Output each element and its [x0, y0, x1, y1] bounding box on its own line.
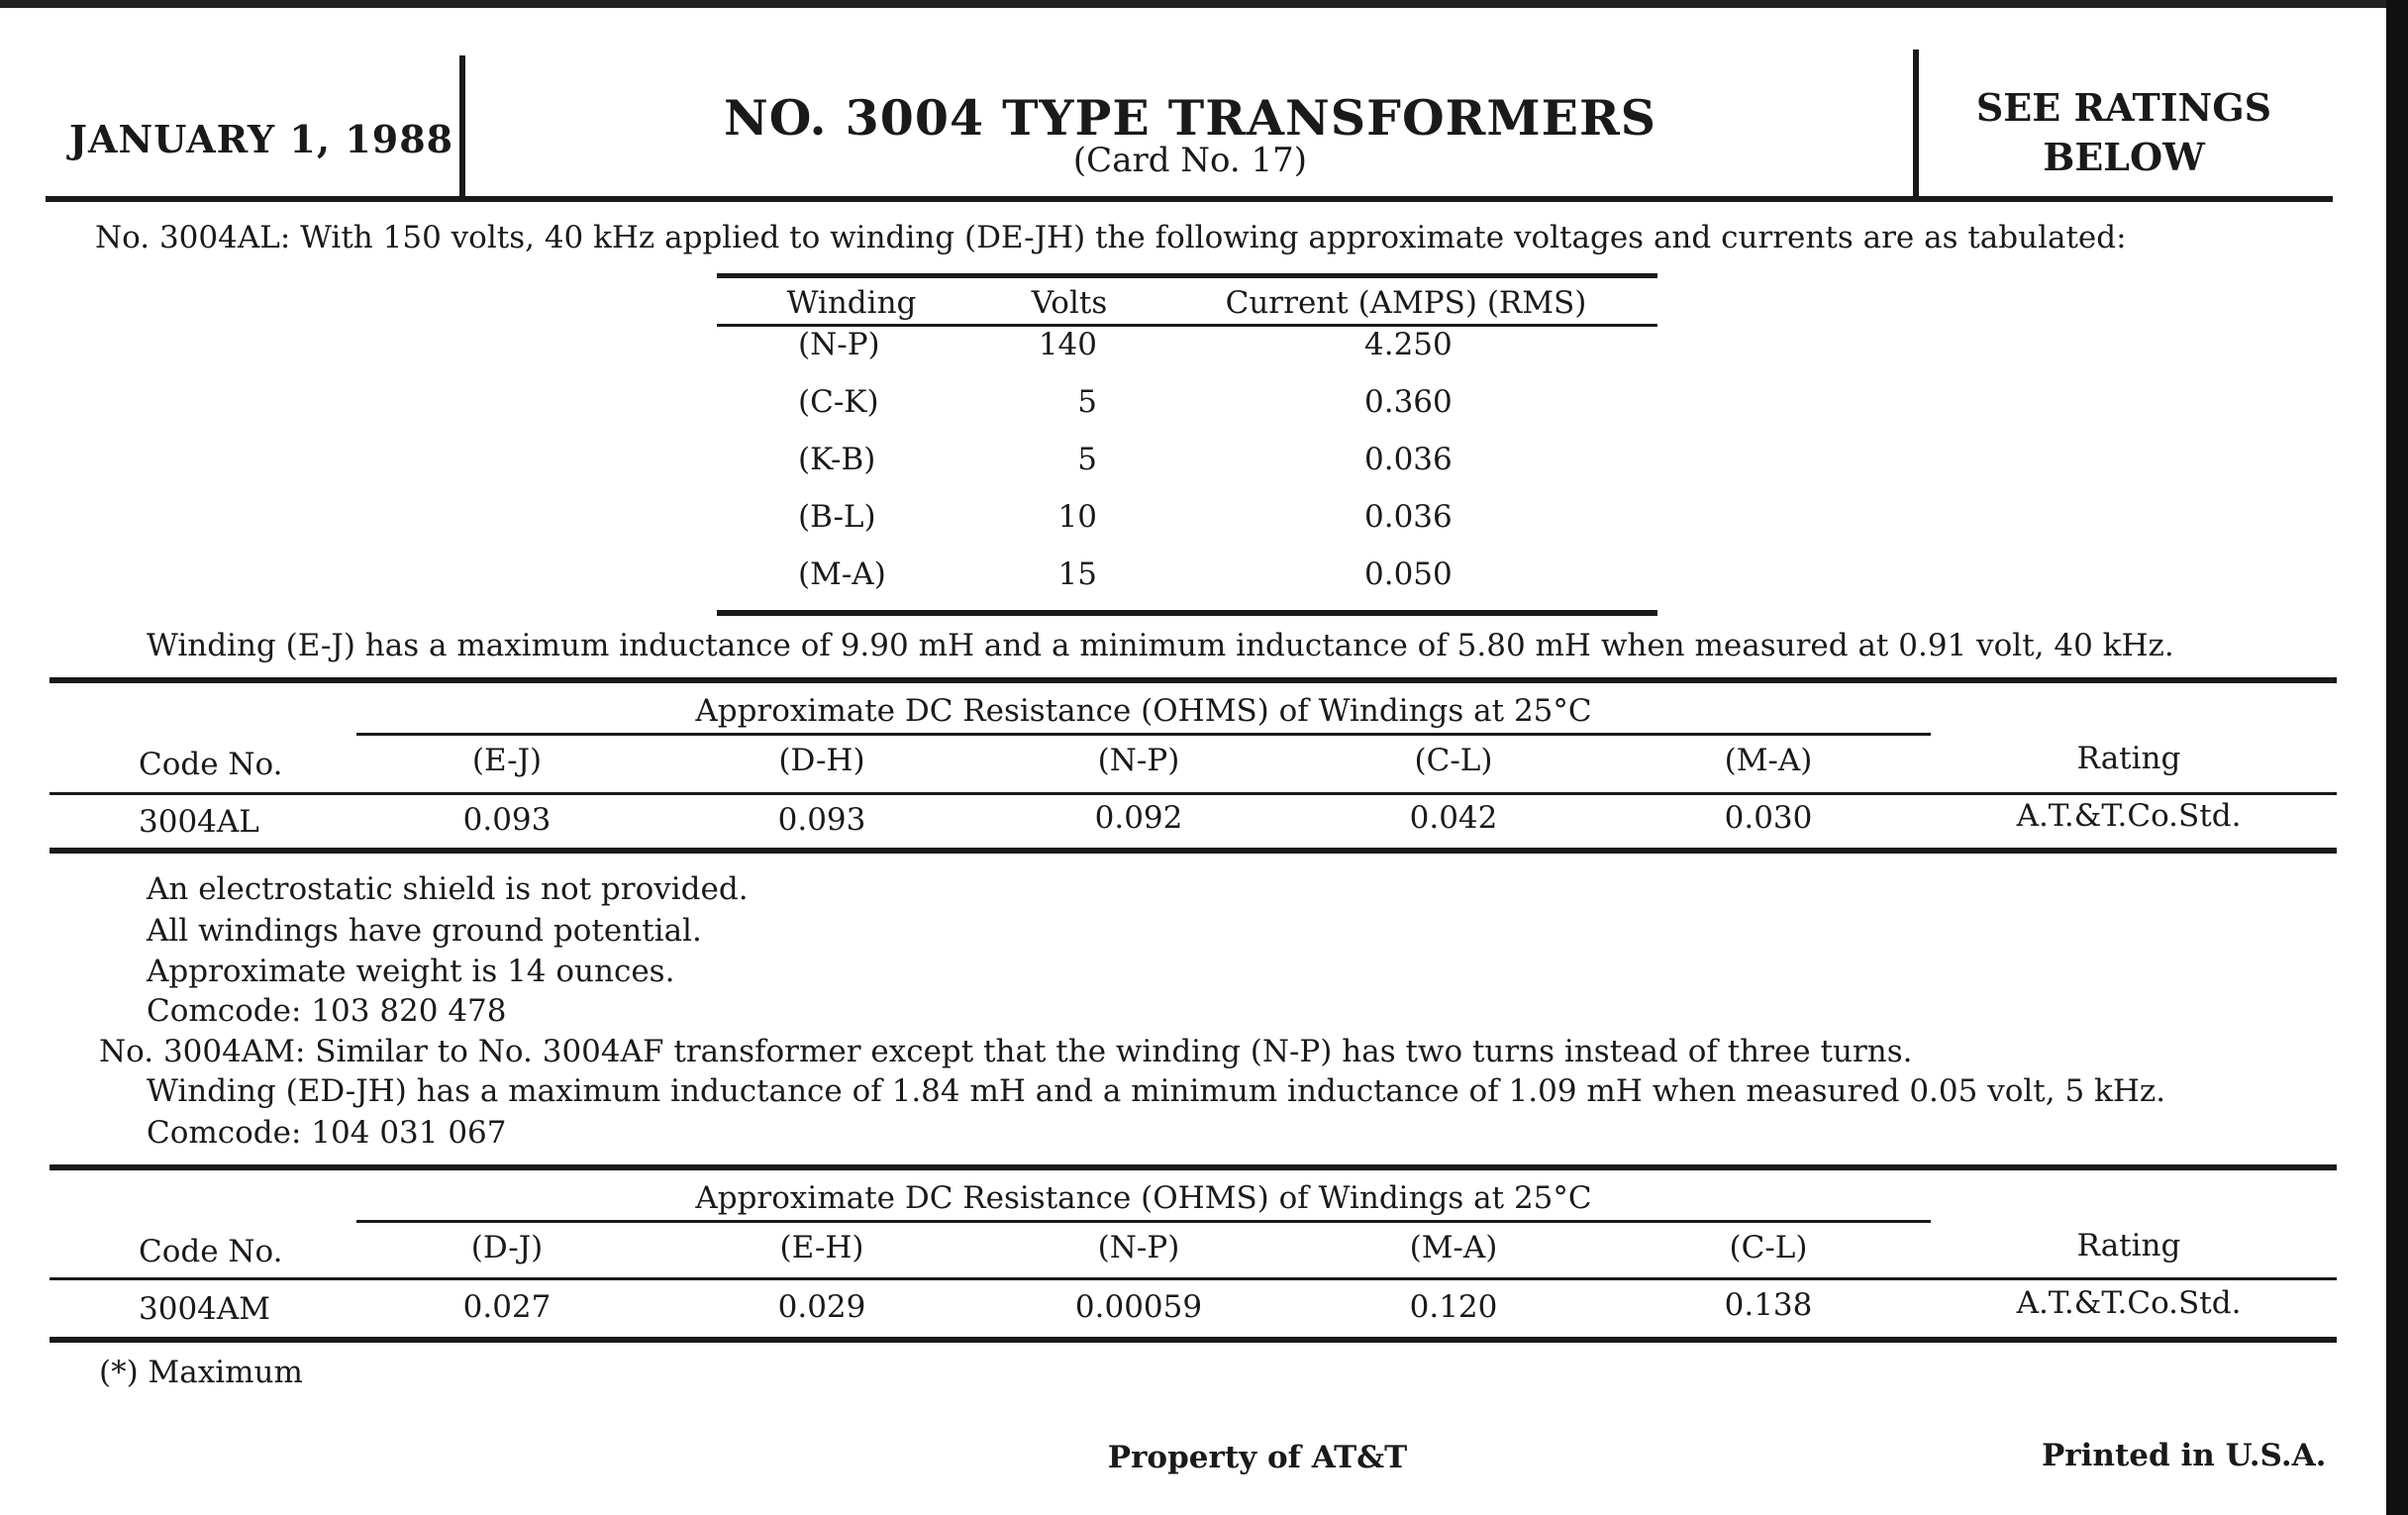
res2-row-value: 0.00059	[1074, 1289, 1203, 1325]
vc-row-winding: (N-P)	[798, 327, 880, 362]
res1-col-header: (E-J)	[471, 743, 543, 778]
res1-row-value: 0.093	[777, 802, 866, 838]
card-right-edge	[2386, 0, 2408, 1515]
vc-row-current: 0.036	[1364, 499, 1453, 535]
res1-group-header: Approximate DC Resistance (OHMS) of Windings at 25°C	[695, 693, 1592, 729]
res1-top-rule	[50, 677, 2337, 683]
note-line: Comcode: 103 820 478	[147, 993, 507, 1029]
res1-col-header: (C-L)	[1414, 743, 1493, 778]
res1-row-value: 0.093	[462, 802, 552, 838]
res1-col-header: (M-A)	[1724, 743, 1813, 778]
header-bottom-rule	[46, 196, 2333, 202]
res2-code-header: Code No.	[139, 1234, 283, 1269]
res2-top-rule	[50, 1164, 2337, 1170]
res1-code-header: Code No.	[139, 747, 283, 782]
vc-row-volts: 5	[1077, 442, 1097, 477]
am-intro: No. 3004AM: Similar to No. 3004AF transformer except that the winding (N-P) has two turns instead of three turns.	[99, 1034, 1913, 1069]
vc-row-volts: 140	[1038, 327, 1097, 362]
al-intro: No. 3004AL: With 150 volts, 40 kHz applied to winding (DE-JH) the following approximate voltages and currents are as tabulated:	[95, 220, 2127, 255]
res2-col-header: (M-A)	[1409, 1230, 1498, 1265]
res2-group-rule	[356, 1220, 1931, 1223]
res2-col-header: (E-H)	[779, 1230, 864, 1265]
res2-row-code: 3004AM	[139, 1291, 271, 1327]
vc-row-current: 4.250	[1364, 327, 1453, 362]
vc-row-current: 0.360	[1364, 384, 1453, 420]
am-inductance-note: Winding (ED-JH) has a maximum inductance of 1.84 mH and a minimum inductance of 1.09 mH when measured 0.05 volt, 5 kHz.	[147, 1073, 2166, 1109]
ratings-line-1: SEE RATINGS	[1975, 85, 2272, 130]
res2-col-header: (C-L)	[1729, 1230, 1808, 1265]
note-line: All windings have ground potential.	[147, 913, 702, 949]
res2-row-value: 0.120	[1409, 1289, 1498, 1325]
res2-col-header: (N-P)	[1097, 1230, 1180, 1265]
vc-row-winding: (B-L)	[798, 499, 876, 535]
res1-col-header: (D-H)	[778, 743, 865, 778]
vc-table-top-rule	[717, 273, 1657, 278]
vc-row-winding: (C-K)	[798, 384, 879, 420]
header-date: JANUARY 1, 1988	[69, 117, 454, 161]
vc-row-current: 0.050	[1364, 556, 1453, 592]
am-comcode: Comcode: 104 031 067	[147, 1115, 507, 1151]
res2-row-rating: A.T.&T.Co.Std.	[2016, 1285, 2242, 1321]
vc-header-current: Current (AMPS) (RMS)	[1225, 285, 1587, 321]
vc-row-winding: (K-B)	[798, 442, 876, 477]
vc-row-winding: (M-A)	[798, 556, 886, 592]
res1-header-rule	[50, 792, 2337, 795]
vc-row-volts: 15	[1057, 556, 1097, 592]
note-line: Approximate weight is 14 ounces.	[147, 954, 675, 989]
vc-row-volts: 10	[1057, 499, 1097, 535]
res2-rating-header: Rating	[2076, 1228, 2181, 1263]
res1-rating-header: Rating	[2076, 741, 2181, 776]
res1-row-value: 0.030	[1724, 800, 1813, 836]
res1-group-rule	[356, 733, 1931, 736]
res1-row-value: 0.092	[1094, 800, 1183, 836]
res2-group-header: Approximate DC Resistance (OHMS) of Windings at 25°C	[695, 1180, 1592, 1216]
footer-printed: Printed in U.S.A.	[2042, 1438, 2327, 1473]
ratings-line-2: BELOW	[2043, 135, 2205, 179]
card-top-edge	[0, 0, 2408, 8]
res2-header-rule	[50, 1277, 2337, 1280]
res2-row-value: 0.138	[1724, 1287, 1813, 1323]
vc-header-winding: Winding	[786, 285, 917, 321]
res2-row-value: 0.029	[777, 1289, 866, 1325]
footnote: (*) Maximum	[99, 1355, 303, 1390]
vc-header-volts: Volts	[1031, 285, 1108, 321]
res2-bottom-rule	[50, 1337, 2337, 1343]
res2-row-value: 0.027	[462, 1289, 552, 1325]
al-inductance-note: Winding (E-J) has a maximum inductance of 9.90 mH and a minimum inductance of 5.80 mH when measured at 0.91 volt, 40 kHz.	[147, 628, 2174, 663]
note-line: An electrostatic shield is not provided.	[147, 871, 749, 907]
res1-col-header: (N-P)	[1097, 743, 1180, 778]
res1-row-code: 3004AL	[139, 804, 259, 840]
vc-row-current: 0.036	[1364, 442, 1453, 477]
footer-property: Property of AT&T	[1107, 1440, 1408, 1475]
res1-bottom-rule	[50, 848, 2337, 854]
page-subtitle: (Card No. 17)	[1072, 141, 1308, 180]
res1-row-rating: A.T.&T.Co.Std.	[2016, 798, 2242, 834]
vc-table-bottom-rule	[717, 610, 1657, 616]
res1-row-value: 0.042	[1409, 800, 1498, 836]
res2-col-header: (D-J)	[470, 1230, 544, 1265]
page-title: NO. 3004 TYPE TRANSFORMERS	[723, 89, 1657, 147]
vc-row-volts: 5	[1077, 384, 1097, 420]
